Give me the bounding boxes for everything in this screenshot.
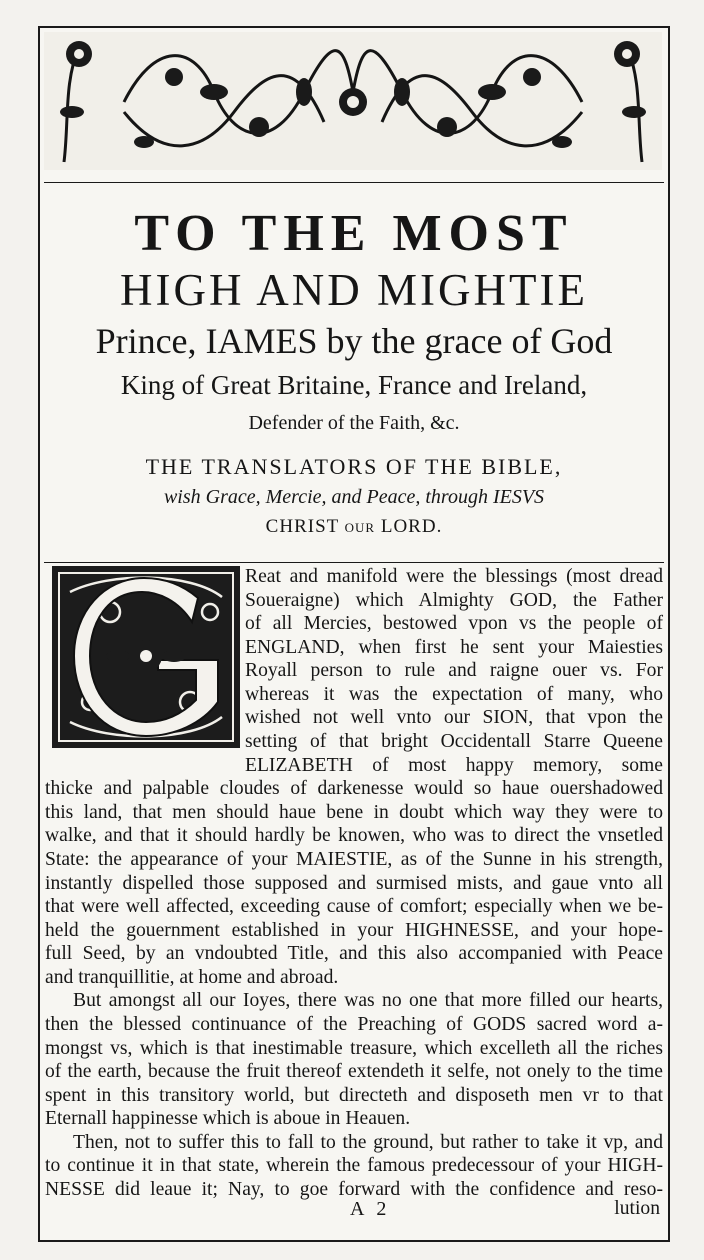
body-line: and tranquillitie, at home and abroad. xyxy=(45,966,339,988)
body-line: ENGLAND, when first he sent your Maiesties xyxy=(245,636,663,658)
title-line-5: Defender of the Faith, &c. xyxy=(248,412,460,434)
body-line: State: the appearance of your MAIESTIE, as of the Sunne in his strength, xyxy=(45,848,663,870)
translators-heading: THE TRANSLATORS OF THE BIBLE, xyxy=(145,454,563,479)
body-line: setting of that bright Occidentall Starre Queene xyxy=(245,731,663,753)
body-line: this land, that men should haue bene in doubt which way they were to xyxy=(45,801,663,823)
body-line: whereas it was the expectation of many, who xyxy=(245,683,663,705)
body-line: mongst vs, which is that inestimable treasure, which excelleth all the riches xyxy=(45,1037,663,1059)
body-line: walke, and that it should hardly be knowen, who was to direct the vnsetled xyxy=(45,825,663,847)
title-line-1: TO THE MOST xyxy=(134,205,574,262)
title-line-3: Prince, IAMES by the grace of God xyxy=(95,321,613,361)
greeting-line: wish Grace, Mercie, and Peace, through IESVS xyxy=(163,486,545,508)
body-line: But amongst all our Ioyes, there was no one that more filled our hearts, xyxy=(73,990,663,1012)
body-line: that were well affected, exceeding cause of comfort; especially when we be- xyxy=(45,896,663,918)
body-line: to continue it in that state, wherein the famous predecessour of your HIGH- xyxy=(45,1155,663,1177)
catchword: lution xyxy=(614,1197,660,1219)
book-page xyxy=(38,26,670,1242)
title-line-4: King of Great Britaine, France and Ireland, xyxy=(120,370,588,400)
body-line: Soueraigne) which Almighty GOD, the Father xyxy=(245,589,663,611)
body-line: held the gouernment established in your HIGHNESSE, and your hope- xyxy=(45,919,663,941)
ornamental-headpiece xyxy=(44,32,662,170)
body-line: wished not well vnto our SION, that vpon the xyxy=(245,707,663,729)
signature-mark: A 2 xyxy=(350,1197,391,1220)
body-line: ELIZABETH of most happy memory, some xyxy=(245,754,663,776)
ornamental-initial-g xyxy=(50,552,242,750)
body-line: NESSE did leaue it; Nay, to goe forward with the confidence and reso- xyxy=(45,1179,663,1200)
body-line: Reat and manifold were the blessings (most dread xyxy=(245,566,663,587)
body-line: then the blessed continuance of the Preaching of GODS sacred word a- xyxy=(45,1013,663,1035)
body-line: Then, not to suffer this to fall to the ground, but rather to take it vp, and xyxy=(73,1131,663,1153)
header-rule xyxy=(44,182,664,183)
greeting-line-2: CHRIST our LORD. xyxy=(265,516,443,537)
body-line: of the earth, because the fruit thereof extendeth it selfe, not onely to the time xyxy=(45,1061,663,1083)
title-line-2: HIGH AND MIGHTIE xyxy=(120,265,588,315)
body-line: full Seed, by an vndoubted Title, and this also accompanied with Peace xyxy=(45,943,663,965)
body-line: of all Mercies, bestowed vpon vs the people of xyxy=(245,613,663,635)
body-line: thicke and palpable cloudes of darkenesse would so haue ouershadowed xyxy=(45,778,663,800)
body-line: instantly dispelled those supposed and surmised mists, and gaue vnto all xyxy=(45,872,663,894)
body-line: Eternall happinesse which is aboue in Heauen. xyxy=(45,1108,411,1130)
body-line: spent in this transitory world, but directeth and disposeth men vr to that xyxy=(45,1084,663,1106)
body-line: Royall person to rule and raigne ouer vs. For xyxy=(245,660,663,682)
